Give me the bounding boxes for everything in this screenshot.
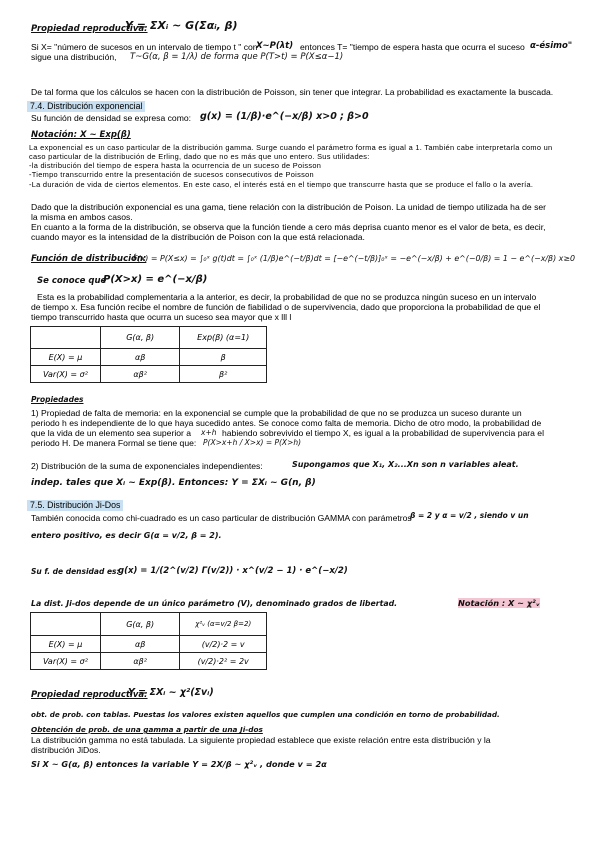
- final-line-1: La distribución gamma no está tabulada. La siguiente propiedad establece que existe relación entre esta distribución y la: [31, 735, 491, 745]
- para3-line-3: tiempo transcurrido hasta que ocurra un suceso sea mayor que x lll l: [31, 312, 292, 322]
- table-usage-note: obt. de prob. con tablas. Puestas los valores existen aquellos que cumplen una condición en torno de probabilidad.: [31, 710, 500, 719]
- special-case-2: caso particular de la distribución de Erling, dado que no es más que uno entero. Sus utilidades:: [29, 152, 370, 161]
- para2-line-1: Dado que la distribución exponencial es una gama, tiene relación con la distribución de Poison. La unidad de tiempo utilizada ha de ser: [31, 202, 547, 212]
- table-cell: (v/2)·2² = 2v: [180, 653, 267, 670]
- table-row: [31, 653, 267, 670]
- chi-intro-b: β = 2 y α = v/2 , siendo v un: [410, 511, 529, 520]
- poisson-line-1a: Si X= "número de sucesos en un intervalo de tiempo t " con: [31, 42, 258, 52]
- reproductive-property-label: Propiedad reproductiva:: [31, 24, 148, 34]
- table-row: [31, 349, 267, 366]
- chi-density-label: Su f. de densidad es:: [31, 567, 120, 576]
- prop1-line-3a: que la vida de un elemento sea superior a: [31, 428, 192, 438]
- poisson-line-2b: T~G(α, β = 1/λ) de forma que P(T>t) = P(X≤α−1): [130, 52, 344, 62]
- para3-line-2: de tiempo x. Esa función recibe el nombre de función de fiabilidad o de supervivencia, dado que proporciona la probabilidad de que el: [31, 302, 541, 312]
- cdf-label: Función de distribución:: [31, 254, 147, 264]
- table-header-cell: χ²ᵥ (α=v/2 β=2): [180, 613, 267, 636]
- section-7-5-heading: 7.5. Distribución Ji-Dos: [27, 500, 123, 511]
- table-header-cell: G(α, β): [100, 327, 180, 349]
- table-cell: αβ²: [100, 653, 179, 670]
- poisson-line-1d: α-ésimo": [530, 41, 573, 51]
- table-cell: αβ²: [100, 366, 180, 383]
- final-line-2: distribución JiDos.: [31, 745, 101, 755]
- density-intro: Su función de densidad se expresa como:: [31, 113, 192, 123]
- table-row: [31, 613, 267, 636]
- prop1-line-3b: x+h: [201, 428, 217, 437]
- prop1-line-2: periodo h es independiente de lo que haya sucedido antes. Se conoce como falta de memoria. Dicho de otro modo, la probabilidad de: [31, 418, 542, 428]
- section-7-4-heading: 7.4. Distribución exponencial: [27, 101, 145, 112]
- para2-line-4: cuando mayor es la intensidad de la distribución de Poison con la que está relacionada.: [31, 232, 365, 242]
- cdf-formula: F(x) = P(X≤x) = ∫₀ˣ g(t)dt = ∫₀ˣ (1/β)e^(−t/β)dt = [−e^(−t/β)]₀ˣ = −e^(−x/β) + e^(−0/β) = 1 − e^(−x/β) x≥0: [133, 254, 575, 263]
- prop2-line-a: 2) Distribución de la suma de exponenciales independientes:: [31, 461, 263, 471]
- table-header-cell: Exp(β) (α=1): [180, 327, 267, 349]
- table-cell: αβ: [100, 349, 180, 366]
- prop1-line-4a: periodo H. De manera Formal se tiene que:: [31, 438, 197, 448]
- use-3: -La duración de vida de ciertos elementos. En este caso, el interés está en el tiempo que transcurre hasta que se produce el fallo o la avería.: [29, 180, 534, 189]
- special-case-1: La exponencial es un caso particular de la distribución gamma. Surge cuando el parámetro forma es igual a 1. También cabe interpretarla como un: [29, 143, 553, 152]
- table-cell: β: [180, 349, 267, 366]
- prop2-line-b: Supongamos que X₁, X₂...Xn son n variables aleat.: [292, 460, 519, 469]
- table-row: [31, 327, 267, 349]
- poisson-line-3: De tal forma que los cálculos se hacen con la distribución de Poisson, sin tener que integrar. La probabilidad es exactamente la buscada.: [31, 87, 554, 97]
- poisson-line-2a: sigue una distribución,: [31, 52, 117, 62]
- chi-density-formula: g(x) = 1/(2^(v/2) Γ(v/2)) · x^(v/2 − 1) · e^(−x/2): [118, 566, 348, 576]
- para2-line-2: la misma en ambos casos.: [31, 212, 133, 222]
- table-cell: (v/2)·2 = v: [180, 636, 267, 653]
- use-1: -la distribución del tiempo de espera hasta la ocurrencia de un suceso de Poisson: [29, 161, 322, 170]
- prop1-line-1: 1) Propiedad de falta de memoria: en la exponencial se cumple que la probabilidad de que no se produzca un suceso durante un: [31, 408, 522, 418]
- table-cell: E(X) = μ: [31, 349, 101, 366]
- exp-notation: Notación: X ~ Exp(β): [31, 130, 131, 140]
- table-cell: αβ: [100, 636, 179, 653]
- prop1-line-4b: P(X>x+h / X>x) = P(X>h): [203, 438, 302, 447]
- chi-intro-a: También conocida como chi-cuadrado es un caso particular de distribución GAMMA con parámetros: [31, 513, 412, 523]
- reproductive-property-formula: Y = ΣXᵢ ~ G(Σαᵢ, β): [125, 19, 238, 32]
- chi-reproductive-label: Propiedad reproductiva:: [31, 690, 148, 700]
- table-row: [31, 636, 267, 653]
- final-formula: Si X ~ G(α, β) entonces la variable Y = 2X/β ~ χ²ᵥ , donde v = 2α: [31, 759, 327, 769]
- chi-dependency: La dist. Ji-dos depende de un único parámetro (V), denominado grados de libertad.: [31, 599, 398, 608]
- chi-reproductive-formula: Y = ΣXᵢ ~ χ²(Σvᵢ): [128, 687, 214, 698]
- prop1-line-3c: habiendo sobrevivido el tiempo X, es igual a la probabilidad de supervivencia para el: [222, 428, 544, 438]
- table-row: [31, 366, 267, 383]
- prop2-line-c: indep. tales que Xᵢ ~ Exp(β). Entonces: Y = ΣXᵢ ~ G(n, β): [31, 478, 316, 488]
- gamma-from-chi-title: Obtención de prob. de una gamma a partir de una Ji-dos: [31, 725, 263, 734]
- exp-density-formula: g(x) = (1/β)·e^(−x/β) x>0 ; β>0: [200, 111, 369, 122]
- poisson-line-1c: entonces T= "tiempo de espera hasta que ocurra el suceso: [300, 42, 525, 52]
- table-header-cell: [31, 327, 101, 349]
- table-header-cell: [31, 613, 101, 636]
- table-header-cell: G(α, β): [100, 613, 179, 636]
- poisson-line-1b: X~P(λt): [256, 41, 294, 51]
- table-cell: Var(X) = σ²: [31, 366, 101, 383]
- chi-notation: [458, 598, 540, 608]
- table-cell: E(X) = μ: [31, 636, 101, 653]
- use-2: -Tiempo transcurrido entre la presentación de sucesos consecutivos de Poisson: [29, 170, 314, 179]
- para2-line-3: En cuanto a la forma de la distribución, se observa que la función tiende a cero más deprisa cuanto menor es el valor de beta, es decir,: [31, 222, 546, 232]
- table-cell: Var(X) = σ²: [31, 653, 101, 670]
- survival-label: Se conoce que: [37, 276, 107, 286]
- table-cell: β²: [180, 366, 267, 383]
- chi-moments-table: [30, 612, 267, 670]
- survival-formula: P(X>x) = e^(−x/β): [103, 274, 208, 285]
- chi-notation-text: Notación : X ~ χ²ᵥ: [458, 598, 540, 608]
- exp-moments-table: [30, 326, 267, 383]
- chi-intro-c: entero positivo, es decir G(α = v/2, β = 2).: [31, 531, 222, 540]
- para3-line-1: Esta es la probabilidad complementaria a la anterior, es decir, la probabilidad de que no se produzca ningún suceso en un intervalo: [37, 292, 537, 302]
- properties-title: Propiedades: [31, 395, 84, 404]
